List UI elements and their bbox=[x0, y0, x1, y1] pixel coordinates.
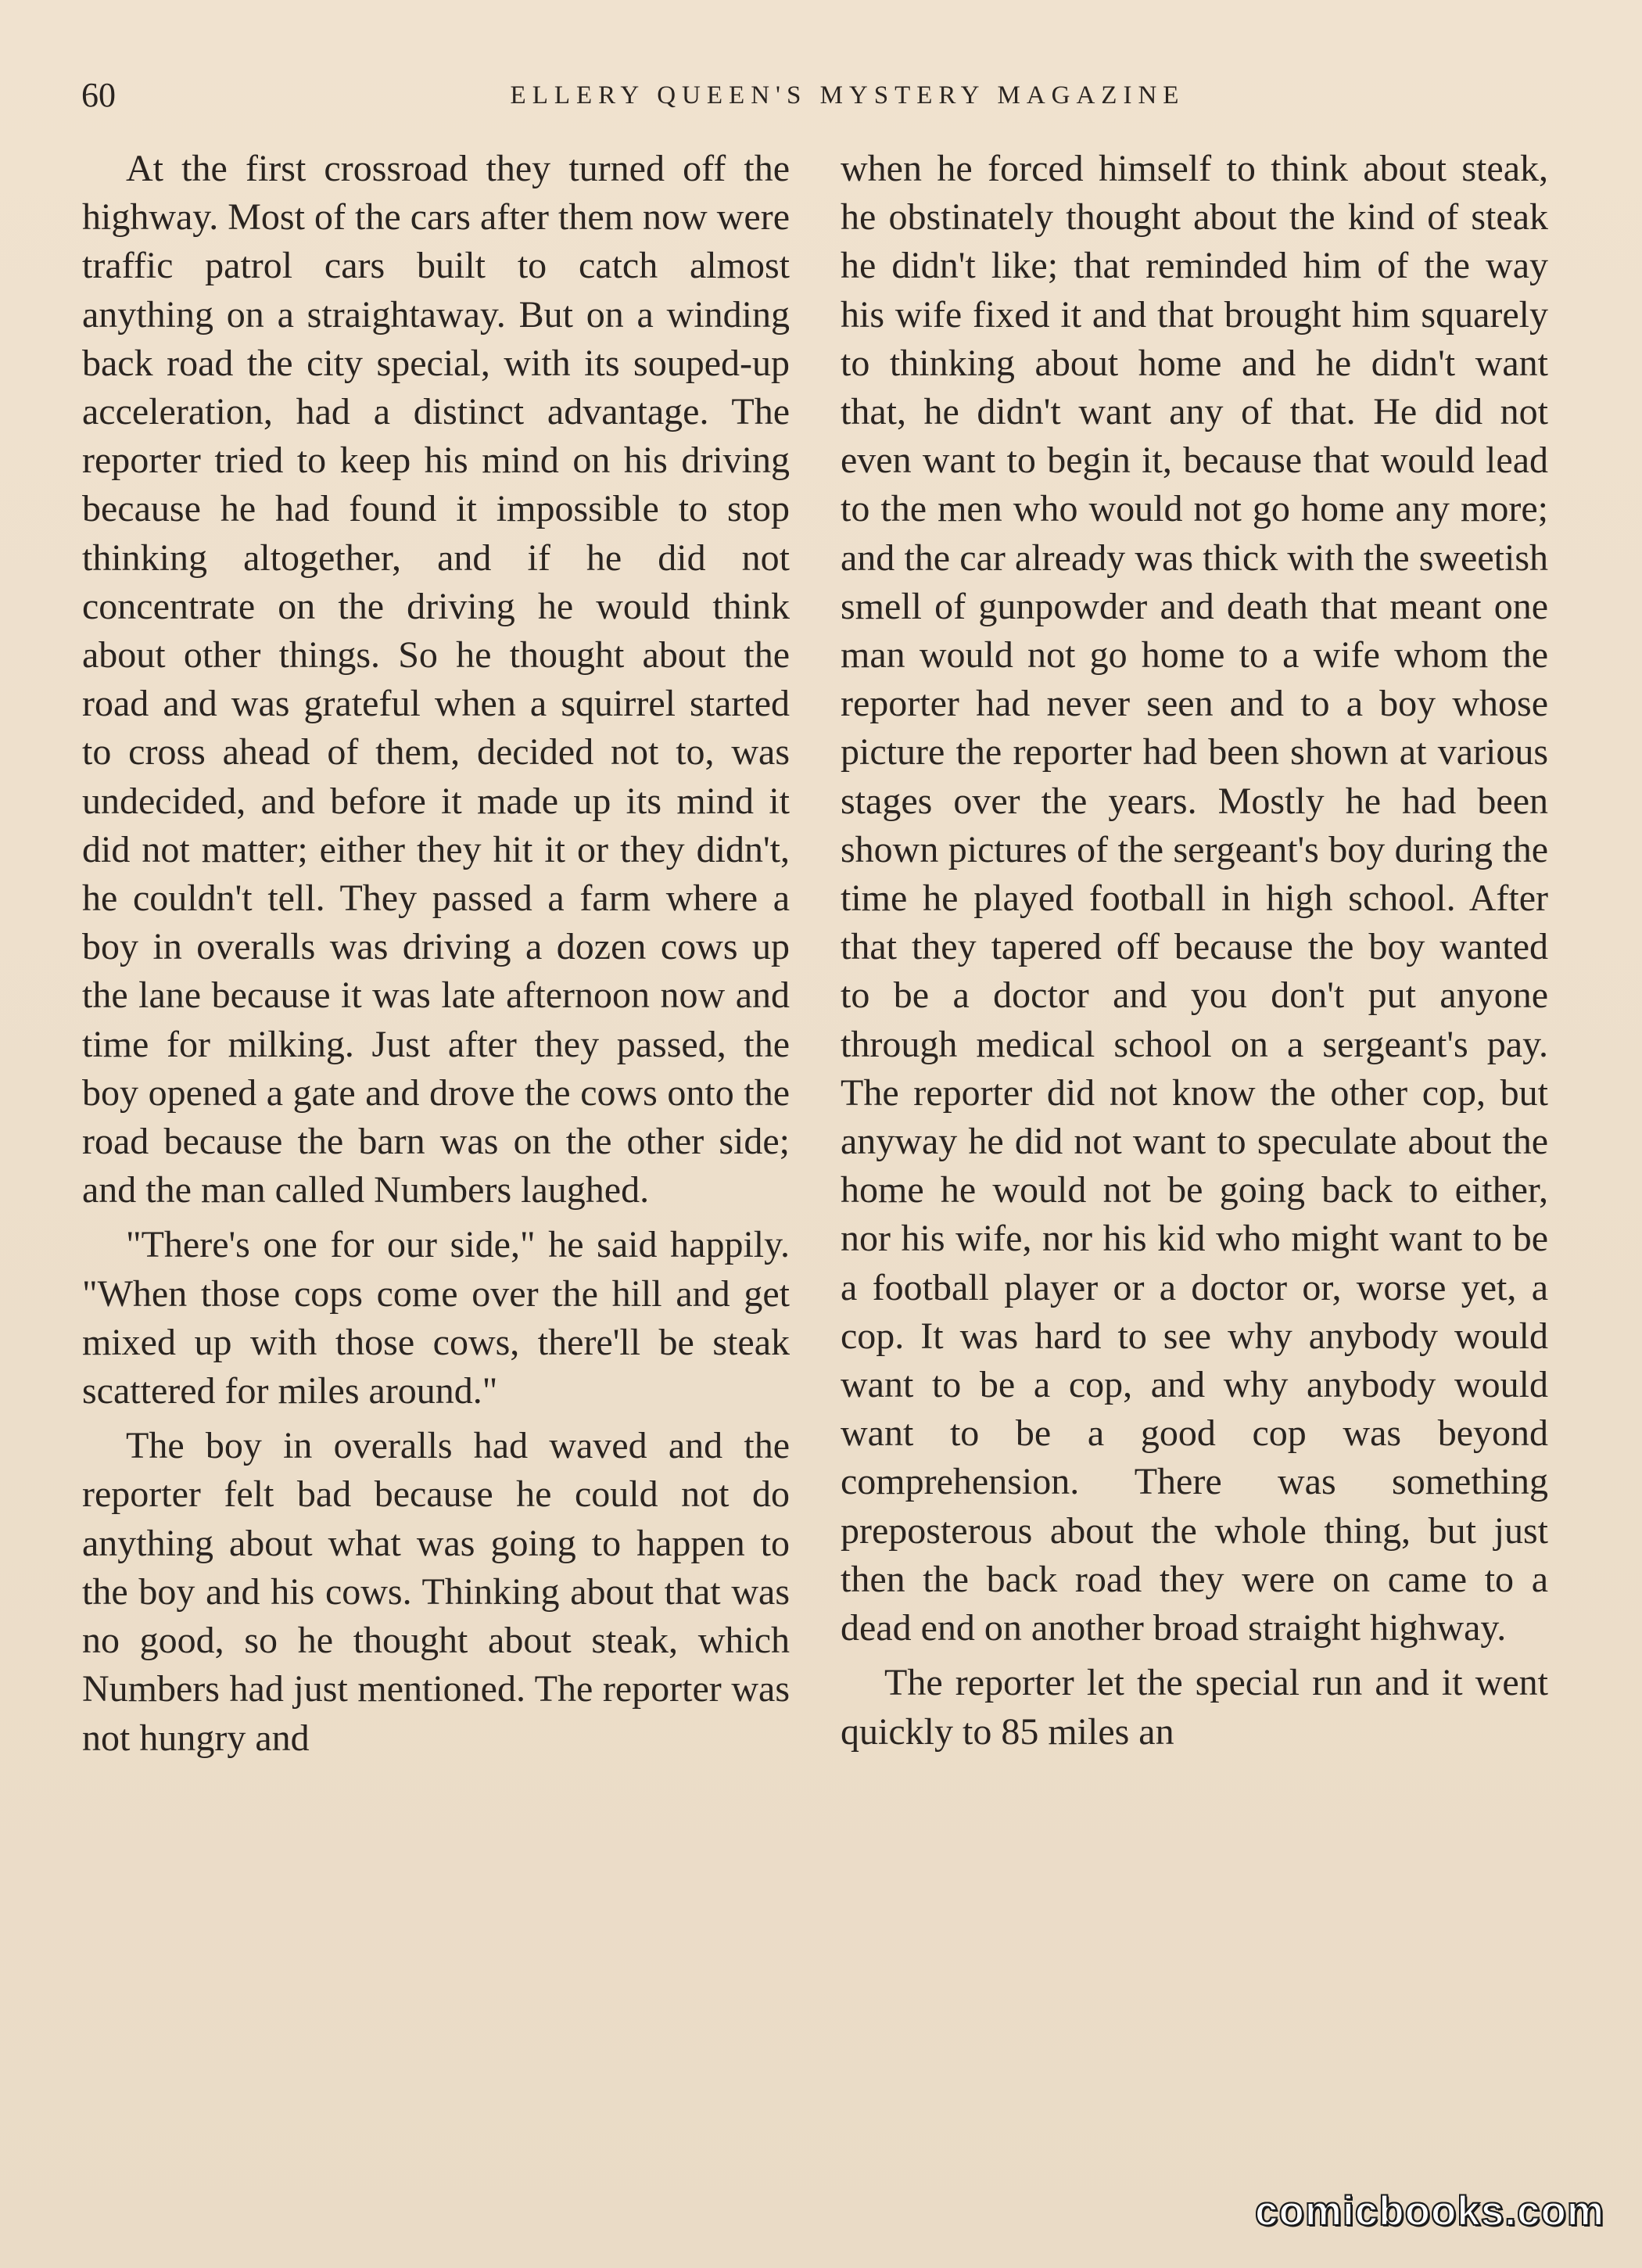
running-head: ELLERY QUEEN'S MYSTERY MAGAZINE bbox=[510, 81, 1185, 109]
page-number: 60 bbox=[81, 76, 116, 114]
page-header bbox=[81, 72, 1551, 127]
paragraph: The reporter let the special run and it went quickly to 85 miles an bbox=[841, 1662, 1548, 1753]
paragraph: "There's one for our side," he said happily. "When those cops come over the hill and get mixed up with those cows, there'll be steak scattered for miles around." bbox=[82, 1224, 790, 1412]
right-column bbox=[841, 145, 1548, 1763]
paragraph: The boy in overalls had waved and the reporter felt bad because he could not do anything about what was going to happen to the boy and his cows. Thinking about that was no good, so he thought about steak, which Numbers had just mentioned. The reporter was not hungry and bbox=[82, 1425, 790, 1759]
left-column bbox=[82, 145, 790, 1769]
watermark: comicbooks.com bbox=[1255, 2188, 1604, 2234]
paragraph: when he forced himself to think about steak, he obstinately thought about the kind of steak he didn't like; that reminded him of the way his wife fixed it and that brought him squarely to thinking about home and he didn't want that, he didn't want any of that. He did not even want to begin it, because that would lead to the men who would not go home any more; and the car already was thick with the sweetish smell of gunpowder and death that meant one man would not go home to a wife whom the reporter had never seen and to a boy whose picture the reporter had been shown at various stages over the years. Mostly he had been shown pictures of the sergeant's boy during the time he played football in high school. After that they tapered off because the boy wanted to be a doctor and you don't put anyone through medical school on a sergeant's pay. The reporter did not know the other cop, but anyway he did not want to speculate about the home he would not be going back to either, nor his wife, nor his kid who might want to be a football player or a doctor or, worse yet, a cop. It was hard to see why anybody would want to be a cop, and why anybody would want to be a good cop was beyond comprehension. There was something preposterous about the whole thing, but just then the back road they were on came to a dead end on another broad straight highway. bbox=[841, 148, 1548, 1649]
paragraph: At the first crossroad they turned off the highway. Most of the cars after them now were traffic patrol cars built to catch almost anything on a straightaway. But on a winding back road the city special, with its souped-up acceleration, had a distinct advantage. The reporter tried to keep his mind on his driving because he had found it impossible to stop thinking altogether, and if he did not concentrate on the driving he would think about other things. So he thought about the road and was grateful when a squirrel started to cross ahead of them, decided not to, was undecided, and before it made up its mind it did not matter; either they hit it or they didn't, he couldn't tell. They passed a farm where a boy in overalls was driving a dozen cows up the lane because it was late afternoon now and time for milking. Just after they passed, the boy opened a gate and drove the cows onto the road because the barn was on the other side; and the man called Numbers laughed. bbox=[82, 148, 790, 1211]
